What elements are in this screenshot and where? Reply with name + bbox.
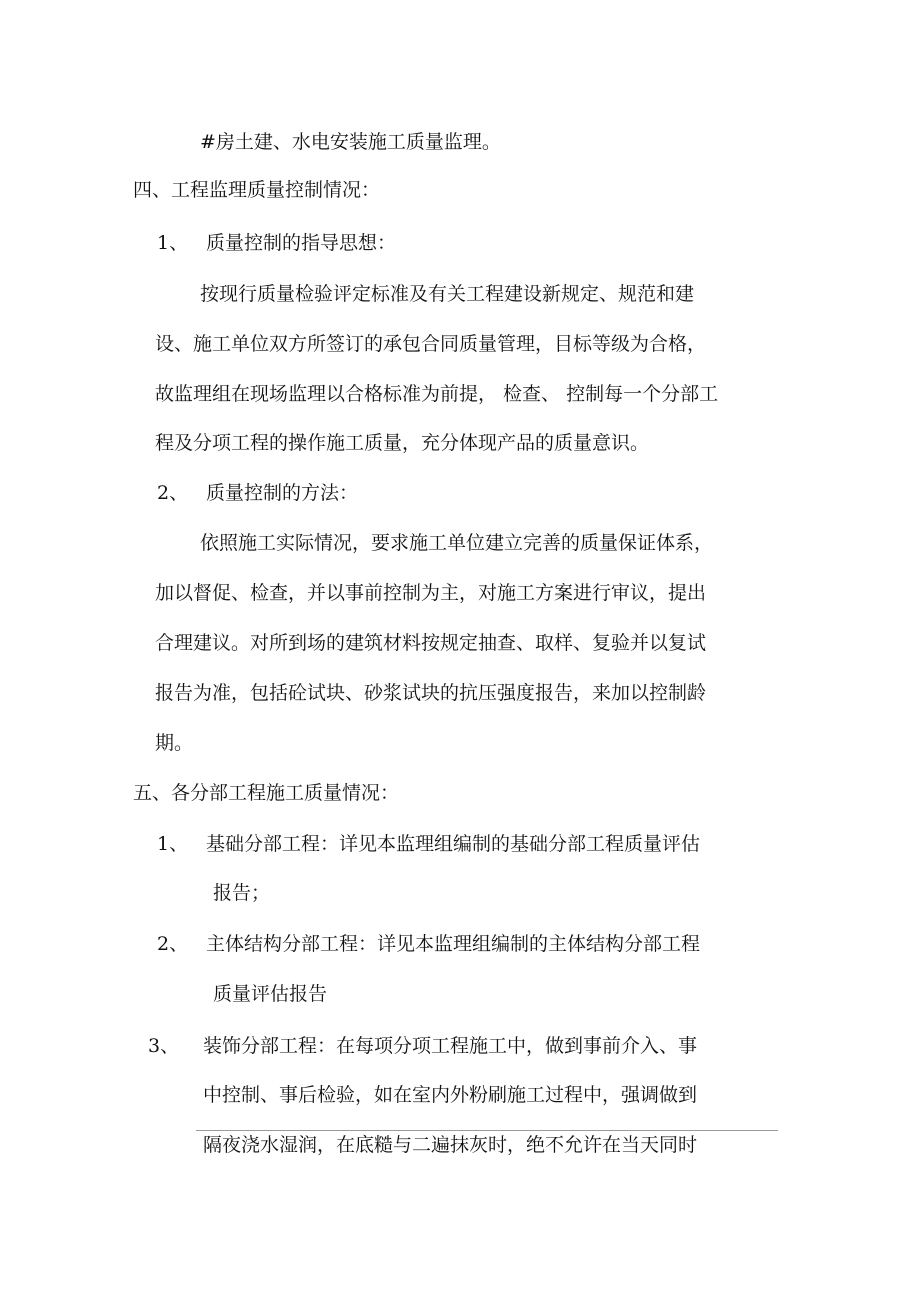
section-4-item-2-title: 质量控制的方法：	[206, 482, 359, 504]
intro-line: #房土建、水电安装施工质量监理。	[200, 131, 501, 153]
section-5-heading: 五、各分部工程施工质量情况：	[133, 782, 400, 804]
section-4-item-1-title: 质量控制的指导思想：	[206, 232, 397, 254]
section-4-item-2-paragraph-line: 期。	[155, 732, 194, 754]
section-4-item-2-paragraph-line: 依照施工实际情况，要求施工单位建立完善的质量保证体系，	[200, 532, 714, 554]
section-5-item-1-line: 基础分部工程：详见本监理组编制的基础分部工程质量评估	[206, 833, 701, 855]
section-4-item-2-number: 2、	[157, 482, 189, 504]
section-4-heading: 四、工程监理质量控制情况：	[133, 179, 381, 201]
section-5-item-1-number: 1、	[157, 833, 189, 855]
horizontal-rule	[196, 1130, 778, 1131]
section-4-item-2-paragraph-line: 报告为准，包括砼试块、砂浆试块的抗压强度报告，来加以控制龄	[155, 682, 707, 704]
section-4-item-2-paragraph-line: 合理建议。对所到场的建筑材料按规定抽查、取样、复验并以复试	[155, 632, 707, 654]
section-4-item-2-paragraph-line: 加以督促、检查，并以事前控制为主，对施工方案进行审议，提出	[155, 582, 707, 604]
section-5-item-2-line: 质量评估报告	[213, 983, 328, 1005]
section-4-item-1-number: 1、	[157, 232, 189, 254]
section-4-item-1-paragraph-line: 程及分项工程的操作施工质量，充分体现产品的质量意识。	[155, 432, 650, 454]
section-4-item-1-paragraph-line: 按现行质量检验评定标准及有关工程建设新规定、规范和建	[200, 283, 695, 305]
section-5-item-3-line: 中控制、事后检验，如在室内外粉刷施工过程中，强调做到	[203, 1084, 698, 1106]
section-5-item-3-number: 3、	[148, 1035, 180, 1057]
section-5-item-3-line: 装饰分部工程：在每项分项工程施工中，做到事前介入、事	[203, 1035, 698, 1057]
section-5-item-2-line: 主体结构分部工程：详见本监理组编制的主体结构分部工程	[206, 933, 701, 955]
section-5-item-2-number: 2、	[157, 933, 189, 955]
section-5-item-3-line: 隔夜浇水湿润，在底糙与二遍抹灰时，绝不允许在当天同时	[203, 1134, 698, 1156]
section-4-item-1-paragraph-line: 故监理组在现场监理以合格标准为前提， 检查、 控制每一个分部工	[155, 383, 719, 405]
section-5-item-1-line: 报告；	[213, 882, 271, 904]
section-4-item-1-paragraph-line: 设、施工单位双方所签订的承包合同质量管理，目标等级为合格，	[155, 333, 707, 355]
